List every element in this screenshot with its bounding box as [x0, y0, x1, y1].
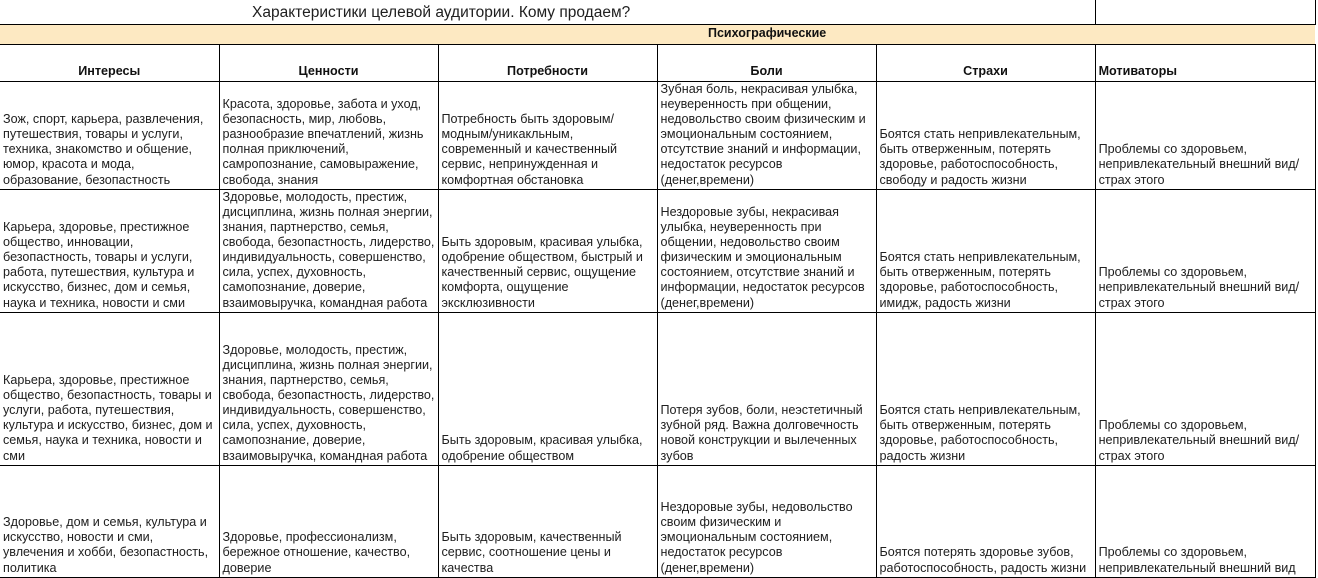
- cell-pains[interactable]: Нездоровые зубы, недовольство своим физическим и эмоциональным состоянием, недостаток ресурсов (денег,времени): [657, 465, 876, 577]
- cell-needs[interactable]: Потребность быть здоровым/модным/уникакльным, современный и качественный сервис, непринужденная и комфортная обстановка: [438, 82, 657, 190]
- table-row: [0, 465, 1315, 577]
- cell-motivators[interactable]: Проблемы со здоровьем, непривлекательный внешний вид/страх этого: [1095, 189, 1315, 312]
- cell-fears[interactable]: Боятся стать непривлекательным, быть отверженным, потерять здоровье, работоспособность, имидж, радость жизни: [876, 189, 1095, 312]
- title-row: [0, 0, 1315, 25]
- cell-motivators[interactable]: Проблемы со здоровьем, непривлекательный внешний вид/страх этого: [1095, 312, 1315, 465]
- cell-needs[interactable]: Быть здоровым, красивая улыбка, одобрение обществом: [438, 312, 657, 465]
- empty-cell[interactable]: [1095, 0, 1315, 25]
- sheet-title: Характеристики целевой аудитории. Кому продаем?: [252, 4, 631, 21]
- header-row: [0, 45, 1315, 82]
- column-header-interests[interactable]: Интересы: [0, 45, 219, 82]
- cell-fears[interactable]: Боятся стать непривлекательным, быть отверженным, потерять здоровье, работоспособность, радость жизни: [876, 312, 1095, 465]
- table-row: [0, 82, 1315, 190]
- cell-pains[interactable]: Потеря зубов, боли, неэстетичный зубной ряд. Важна долговечность новой конструкции и вылеченных зубов: [657, 312, 876, 465]
- column-header-pains[interactable]: Боли: [657, 45, 876, 82]
- cell-interests[interactable]: Здоровье, дом и семья, культура и искусство, новости и сми, увлечения и хобби, безопастность, политика: [0, 465, 219, 577]
- table-row: [0, 189, 1315, 312]
- section-band-cell[interactable]: Психографические: [0, 25, 1315, 45]
- cell-fears[interactable]: Боятся потерять здоровье зубов, работоспособность, радость жизни: [876, 465, 1095, 577]
- column-header-motivators[interactable]: Мотиваторы: [1095, 45, 1315, 82]
- cell-values[interactable]: Здоровье, молодость, престиж, дисциплина, жизнь полная энергии, знания, партнерство, семья, свобода, безопастность, лидерство, индивидуальность, совершенство, сила, успех, духовность, самопознание, доверие, взаимовыручка, командная работа: [219, 189, 438, 312]
- cell-pains[interactable]: Зубная боль, некрасивая улыбка, неуверенность при общении, недовольство своим физическим и эмоциональным состоянием, отсутствие знаний и информации, недостаток ресурсов (денег,времени): [657, 82, 876, 190]
- column-header-values[interactable]: Ценности: [219, 45, 438, 82]
- cell-motivators[interactable]: Проблемы со здоровьем, непривлекательный внешний вид/страх этого: [1095, 82, 1315, 190]
- cell-values[interactable]: Здоровье, молодость, престиж, дисциплина, жизнь полная энергии, знания, партнерство, семья, свобода, безопастность, лидерство, индивидуальность, совершенство, сила, успех, духовность, самопознание, доверие, взаимовыручка, командная работа: [219, 312, 438, 465]
- table-row: [0, 312, 1315, 465]
- cell-values[interactable]: Здоровье, профессионализм, бережное отношение, качество, доверие: [219, 465, 438, 577]
- cell-pains[interactable]: Нездоровые зубы, некрасивая улыбка, неуверенность при общении, недовольство своим физическим и эмоциональным состоянием, отсутствие знаний и информации, недостаток ресурсов (денег,времени): [657, 189, 876, 312]
- section-band-row: [0, 25, 1315, 45]
- title-cell[interactable]: [0, 0, 1095, 25]
- cell-interests[interactable]: Карьера, здоровье, престижное общество, безопастность, товары и услуги, работа, путешествия, культура и искусство, бизнес, дом и семья, наука и техника, новости и сми: [0, 312, 219, 465]
- cell-needs[interactable]: Быть здоровым, красивая улыбка, одобрение обществом, быстрый и качественный сервис, ощущение комфорта, ощущение эксклюзивности: [438, 189, 657, 312]
- cell-fears[interactable]: Боятся стать непривлекательным, быть отверженным, потерять здоровье, работоспособность, свободу и радость жизни: [876, 82, 1095, 190]
- cell-motivators[interactable]: Проблемы со здоровьем, непривлекательный внешний вид: [1095, 465, 1315, 577]
- column-header-needs[interactable]: Потребности: [438, 45, 657, 82]
- cell-interests[interactable]: Зож, спорт, карьера, развлечения, путешествия, товары и услуги, техника, знакомство и общение, юмор, красота и мода, образование, безопастность: [0, 82, 219, 190]
- cell-values[interactable]: Красота, здоровье, забота и уход, безопасность, мир, любовь, разнообразие впечатлений, жизнь полная приключений, самропознание, самовыражение, свобода, знания: [219, 82, 438, 190]
- cell-interests[interactable]: Карьера, здоровье, престижное общество, инновации, безопастность, товары и услуги, работа, путешествия, культура и искусство, бизнес, дом и семья, наука и техника, новости и сми: [0, 189, 219, 312]
- column-header-fears[interactable]: Страхи: [876, 45, 1095, 82]
- cell-needs[interactable]: Быть здоровым, качественный сервис, соотношение цены и качества: [438, 465, 657, 577]
